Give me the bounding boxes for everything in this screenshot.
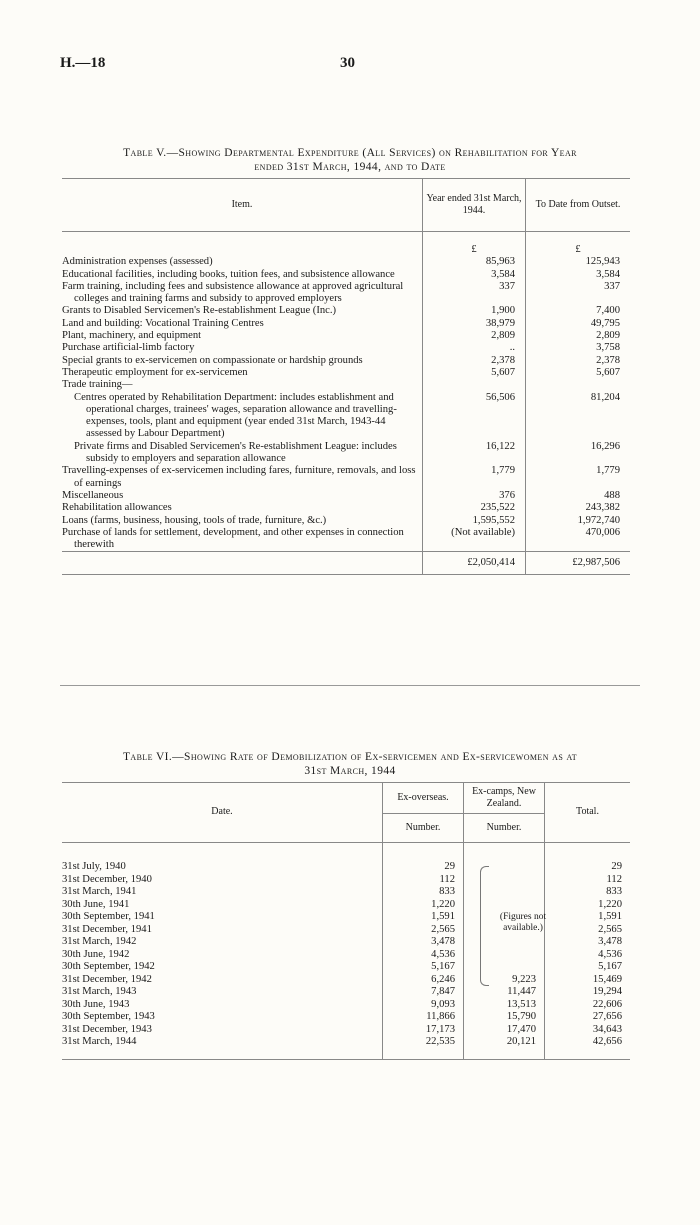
- table6-date: 31st December, 1942: [62, 973, 152, 985]
- table5-year-value: 1,900: [423, 305, 526, 317]
- table5-caption-line2: ended 31st March, 1944, and to Date: [254, 161, 446, 173]
- table5-row: [62, 269, 630, 281]
- table5-item: Educational facilities, including books, tuition fees, and subsistence allowance: [62, 268, 395, 280]
- table6-date: 30th September, 1941: [62, 911, 155, 922]
- table5-item: Therapeutic employment for ex-servicemen: [62, 366, 248, 378]
- table6-camps-value: [464, 861, 545, 874]
- table5-date-value: 3,758: [526, 342, 631, 354]
- table5-date-value: 2,378: [526, 355, 631, 367]
- table5-row: [62, 392, 630, 441]
- table5-row: [62, 330, 630, 342]
- table6-overseas-value: 112: [383, 874, 464, 887]
- table6-header-overseas: Ex-overseas.: [383, 783, 464, 814]
- table5-date-value: 2,809: [526, 330, 631, 342]
- table6-overseas-value: 9,093: [383, 999, 464, 1012]
- table5-row: [62, 342, 630, 354]
- table5-currency-date: £: [526, 232, 631, 257]
- table5-date-value: 7,400: [526, 305, 631, 317]
- table6-overseas-value: 5,167: [383, 961, 464, 974]
- table5-item: Miscellaneous: [62, 489, 124, 501]
- table6-camps-value: 13,513: [464, 999, 545, 1012]
- table6-camps-value: [464, 961, 545, 974]
- table5-row: [62, 281, 630, 306]
- table6-date: 31st March, 1941: [62, 886, 137, 897]
- table5-year-value: 5,607: [423, 367, 526, 379]
- table6-date: 31st March, 1942: [62, 936, 137, 947]
- table6-total-value: 15,469: [545, 974, 631, 987]
- table6-overseas-value: 6,246: [383, 974, 464, 987]
- table5-date-value: 470,006: [526, 527, 631, 552]
- table5-header-item: Item.: [62, 179, 423, 232]
- table6-total-value: 112: [545, 874, 631, 887]
- table5-row: [62, 527, 630, 552]
- table6-row: [62, 974, 630, 987]
- table6-header-date: Date.: [62, 783, 383, 843]
- table6-header-total: Total.: [545, 783, 631, 843]
- table6-total-value: 29: [545, 861, 631, 874]
- table5-date-value: 243,382: [526, 502, 631, 514]
- table5-item: Loans (farms, business, housing, tools of trade, furniture, &c.): [62, 514, 327, 526]
- table6-date: 30th September, 1942: [62, 961, 155, 972]
- table5-item: Travelling-expenses of ex-servicemen including fares, furniture, removals, and loss of earnings: [62, 465, 416, 489]
- table6-caption-line1: Table VI.—Showing Rate of Demobilization of Ex-servicemen and Ex-servicewomen as at: [122, 751, 578, 763]
- table5-item: Special grants to ex-servicemen on compassionate or hardship grounds: [62, 354, 363, 366]
- table6-overseas-value: 7,847: [383, 986, 464, 999]
- table6-overseas-value: 29: [383, 861, 464, 874]
- table6-row: [62, 861, 630, 874]
- table5-item: Administration expenses (assessed): [62, 256, 213, 268]
- table6-row: [62, 936, 630, 949]
- table6-overseas-value: 1,220: [383, 899, 464, 912]
- table5-year-value: 1,779: [423, 465, 526, 490]
- table5-year-value: 38,979: [423, 318, 526, 330]
- table5-item: Purchase artificial-limb factory: [62, 342, 195, 354]
- table5-row: [62, 502, 630, 514]
- table6-row: [62, 899, 630, 912]
- table6-date: 30th September, 1943: [62, 1011, 155, 1022]
- table5-date-value: 5,607: [526, 367, 631, 379]
- table6-overseas-value: 17,173: [383, 1024, 464, 1037]
- table5-item: Grants to Disabled Servicemen's Re-establishment League (Inc.): [62, 305, 337, 317]
- table5-date-value: 488: [526, 490, 631, 502]
- table6-overseas-value: 4,536: [383, 949, 464, 962]
- table5-row: [62, 256, 630, 268]
- table5-year-value: 56,506: [423, 392, 526, 441]
- table6-camps-value: 17,470: [464, 1024, 545, 1037]
- table5-total-year: £2,050,414: [423, 552, 526, 575]
- table5-date-value: [526, 379, 631, 391]
- table5-row: [62, 515, 630, 527]
- table5-item: Purchase of lands for settlement, development, and other expenses in connection therewith: [62, 526, 404, 551]
- table5-row: [62, 318, 630, 330]
- table5-year-value: (Not available): [423, 527, 526, 552]
- table5-currency-year: £: [423, 232, 526, 257]
- table5-row: [62, 465, 630, 490]
- table5-row: [62, 379, 630, 391]
- table6-row: [62, 949, 630, 962]
- table5-total-date: £2,987,506: [526, 552, 631, 575]
- table6-row: [62, 1036, 630, 1049]
- table5-year-value: 337: [423, 281, 526, 306]
- table6-total-value: 1,591: [545, 911, 631, 924]
- table6-total-value: 19,294: [545, 986, 631, 999]
- table6-sub-number-camps: Number.: [464, 814, 545, 843]
- separator-rule: [60, 685, 640, 686]
- table5-date-value: 3,584: [526, 269, 631, 281]
- table5-date-value: 337: [526, 281, 631, 306]
- table5-year-value: 235,522: [423, 502, 526, 514]
- table6-overseas-value: 833: [383, 886, 464, 899]
- table6-camps-value: [464, 949, 545, 962]
- table5-row: [62, 441, 630, 466]
- table6-total-value: 3,478: [545, 936, 631, 949]
- table6-date: 30th June, 1941: [62, 898, 130, 910]
- table6-date: 31st December, 1940: [62, 873, 152, 885]
- table6-camps-value: [464, 936, 545, 949]
- table6-total-value: 1,220: [545, 899, 631, 912]
- table6-camps-value: 11,447: [464, 986, 545, 999]
- table5-item: Land and building: Vocational Training Centres: [62, 317, 264, 329]
- table6-date: 31st December, 1941: [62, 923, 152, 935]
- table5-item: Plant, machinery, and equipment: [62, 330, 202, 342]
- table6-camps-value: [464, 886, 545, 899]
- table6-camps-value: 15,790: [464, 1011, 545, 1024]
- table6-row: [62, 961, 630, 974]
- table5-year-value: 376: [423, 490, 526, 502]
- table6-header-camps: Ex-camps, New Zealand.: [464, 783, 545, 814]
- table6-overseas-value: 11,866: [383, 1011, 464, 1024]
- table5-item: Trade training—: [62, 379, 133, 391]
- table6-caption-line2: 31st March, 1944: [304, 765, 396, 777]
- table5-row: [62, 355, 630, 367]
- table6-camps-value: 20,121: [464, 1036, 545, 1049]
- table6-camps-value: [464, 874, 545, 887]
- table5-year-value: 2,378: [423, 355, 526, 367]
- table5-date-value: 125,943: [526, 256, 631, 268]
- table5-date-value: 16,296: [526, 441, 631, 466]
- table6-total-value: 4,536: [545, 949, 631, 962]
- table5-caption-line1: Table V.—Showing Departmental Expenditure (All Services) on Rehabilitation for Year: [123, 147, 577, 159]
- table6-date: 31st March, 1944: [62, 1036, 137, 1047]
- table6-row: [62, 874, 630, 887]
- table6-overseas-value: 3,478: [383, 936, 464, 949]
- table5-body: [62, 232, 630, 552]
- table5-item: Private firms and Disabled Servicemen's Re-establishment League: includes subsidy to employers and separation allowance: [74, 440, 397, 465]
- table6-date: 31st July, 1940: [62, 861, 126, 872]
- table5-item: Rehabilitation allowances: [62, 502, 172, 514]
- table6-date: 31st December, 1943: [62, 1023, 152, 1035]
- table6-row: [62, 1011, 630, 1024]
- table6-overseas-value: 1,591: [383, 911, 464, 924]
- table6-overseas-value: 22,535: [383, 1036, 464, 1049]
- table5-caption: [55, 146, 645, 174]
- table6-total-value: 833: [545, 886, 631, 899]
- page-number: 30: [340, 55, 355, 71]
- report-code: H.—18: [60, 55, 106, 71]
- table6-total-value: 5,167: [545, 961, 631, 974]
- table6-caption: [55, 750, 645, 778]
- table6-total-value: 22,606: [545, 999, 631, 1012]
- table6-camps-value: 9,223: [464, 974, 545, 987]
- table6-total-value: 34,643: [545, 1024, 631, 1037]
- table5-row: [62, 305, 630, 317]
- table5-year-value: 3,584: [423, 269, 526, 281]
- table5: [62, 178, 630, 575]
- table5-header-date: To Date from Outset.: [526, 179, 631, 232]
- table6-row: [62, 986, 630, 999]
- table6-total-value: 27,656: [545, 1011, 631, 1024]
- table6-row: [62, 1024, 630, 1037]
- table6-date: 31st March, 1943: [62, 986, 137, 997]
- table5-item: Farm training, including fees and subsistence allowance at approved agricultural colleges and training farms and subsidy to approved employers: [62, 280, 404, 305]
- table6-total-value: 2,565: [545, 924, 631, 937]
- table6-overseas-value: 2,565: [383, 924, 464, 937]
- table5-total-row: [62, 552, 630, 575]
- table5-item: Centres operated by Rehabilitation Department: includes establishment and operational charges, trainees' wages, separation allowance and travelling-expenses, tools, plant and equipment (year ended 31st March, 1943-44 assessed by Labour Department): [74, 391, 397, 440]
- table6-camps-value: [464, 899, 545, 912]
- table6-body: [62, 861, 630, 1049]
- table6-date: 30th June, 1942: [62, 948, 130, 960]
- table6-row: [62, 999, 630, 1012]
- table6-sub-number-overseas: Number.: [383, 814, 464, 843]
- table6-date: 30th June, 1943: [62, 998, 130, 1010]
- table5-year-value: 1,595,552: [423, 515, 526, 527]
- table5-year-value: [423, 379, 526, 391]
- table5-date-value: 49,795: [526, 318, 631, 330]
- table6-row: [62, 886, 630, 899]
- table5-date-value: 1,779: [526, 465, 631, 490]
- table5-year-value: 16,122: [423, 441, 526, 466]
- figures-not-available-note: (Figures not available.): [499, 912, 547, 933]
- table5-year-value: 2,809: [423, 330, 526, 342]
- table5-date-value: 1,972,740: [526, 515, 631, 527]
- table5-year-value: ..: [423, 342, 526, 354]
- table5-date-value: 81,204: [526, 392, 631, 441]
- table5-row: [62, 367, 630, 379]
- table5-header-year: Year ended 31st March, 1944.: [423, 179, 526, 232]
- table5-row: [62, 490, 630, 502]
- table6-total-value: 42,656: [545, 1036, 631, 1049]
- table5-year-value: 85,963: [423, 256, 526, 268]
